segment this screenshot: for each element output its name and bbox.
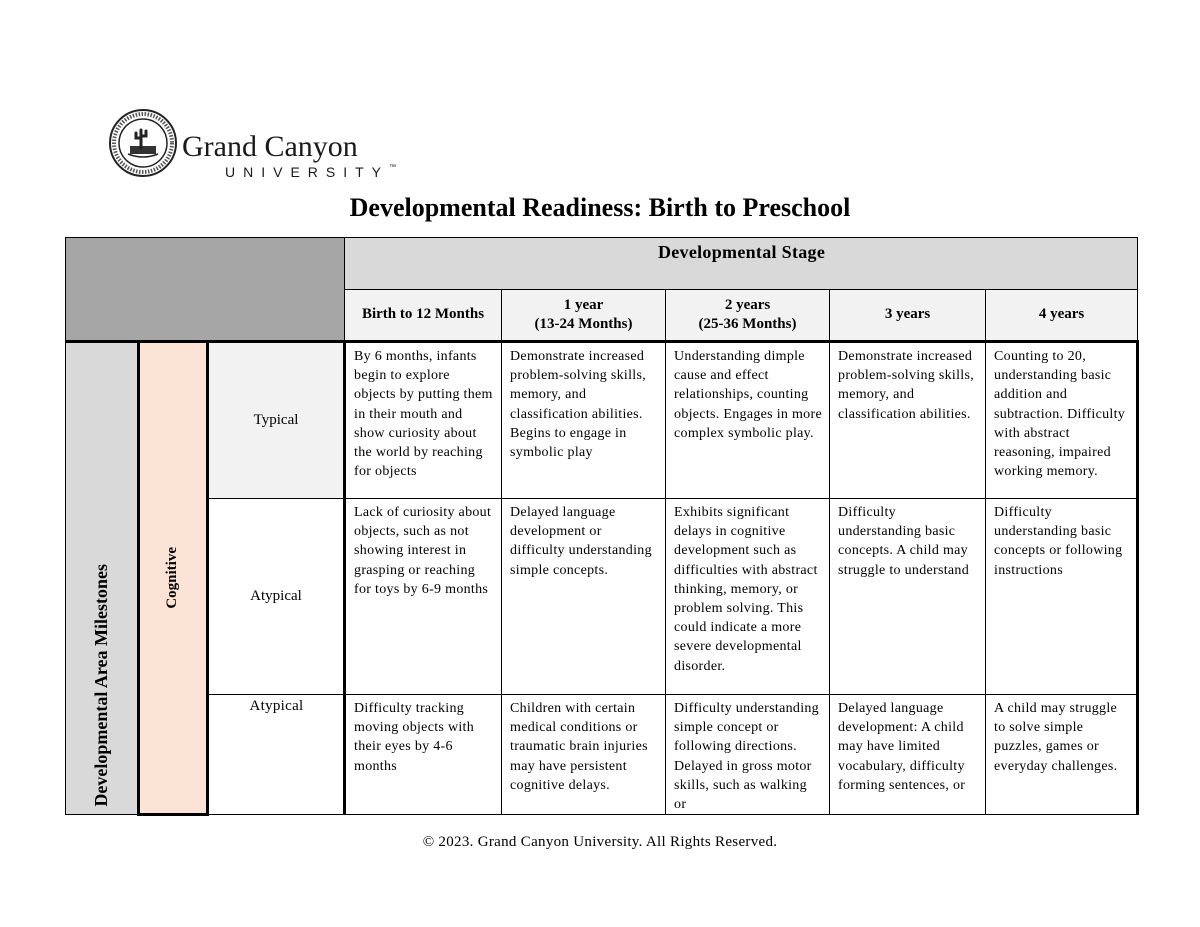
trademark-symbol: ™ <box>389 164 397 171</box>
side-label-cell <box>66 342 139 815</box>
cell-text-0-2: Understanding dimple cause and effect relationships, counting objects. Engages in more complex symbolic play. <box>674 349 822 441</box>
age-header-4 <box>986 290 1138 342</box>
age-header-4-line1: 4 years <box>1038 306 1085 323</box>
age-header-1 <box>502 290 666 342</box>
cell-text-2-0: Difficulty tracking moving objects with their eyes by 4-6 months <box>354 701 475 774</box>
university-logo <box>108 108 418 180</box>
table-cell-0-4 <box>986 342 1138 499</box>
row-label-0: Typical <box>253 411 299 428</box>
document-title: Developmental Readiness: Birth to Preschool <box>349 193 851 222</box>
table-cell-0-2 <box>666 342 830 499</box>
row-label-1: Atypical <box>250 587 302 604</box>
table-cell-2-3 <box>830 695 986 815</box>
table-cell-1-2 <box>666 499 830 695</box>
table-row-atypical-2 <box>66 695 1138 815</box>
age-header-2-line1: 2 years <box>724 296 771 313</box>
age-header-1-line1: 1 year <box>563 296 604 313</box>
cell-text-2-2: Difficulty understanding simple concept or following directions. Delayed in gross motor skills, such as walking or <box>674 701 819 813</box>
table-cell-1-4 <box>986 499 1138 695</box>
logo-wordmark-secondary <box>225 164 396 180</box>
cell-text-1-4: Difficulty understanding basic concepts or following instructions <box>994 505 1123 578</box>
area-label: Cognitive <box>164 547 181 609</box>
age-header-0 <box>345 290 502 342</box>
row-label-cell-2 <box>208 695 345 815</box>
table-cell-2-0 <box>345 695 502 815</box>
table-cell-1-1 <box>502 499 666 695</box>
milestones-table <box>65 237 1139 816</box>
row-label-cell-1 <box>208 499 345 695</box>
age-header-3 <box>830 290 986 342</box>
cell-text-0-0: By 6 months, infants begin to explore objects by putting them in their mouth and show curiosity about the world by reaching for objects <box>354 349 493 480</box>
logo-word1: Grand Canyon <box>182 130 358 163</box>
cell-text-0-1: Demonstrate increased problem-solving skills, memory, and classification abilities. Begins to engage in symbolic play <box>510 349 647 461</box>
age-header-2-line2: (25-36 Months) <box>698 316 797 332</box>
header-row-stage <box>66 238 1138 290</box>
cell-text-0-4: Counting to 20, understanding basic addition and subtraction. Difficulty with abstract reasoning, impaired working memory. <box>994 349 1126 480</box>
cell-text-2-4: A child may struggle to solve simple puzzles, games or everyday challenges. <box>994 701 1118 774</box>
age-header-2 <box>666 290 830 342</box>
table-cell-2-4 <box>986 695 1138 815</box>
age-header-3-line1: 3 years <box>884 306 931 323</box>
table-row-typical <box>66 342 1138 499</box>
logo-wordmark-primary <box>182 130 358 164</box>
table-cell-1-3 <box>830 499 986 695</box>
table-cell-1-0 <box>345 499 502 695</box>
stage-header: Developmental Stage <box>657 242 826 262</box>
age-header-1-line2: (13-24 Months) <box>534 316 633 332</box>
cell-text-1-1: Delayed language development or difficulty understanding simple concepts. <box>510 505 652 578</box>
area-label-cell <box>139 342 208 815</box>
header-corner-cell <box>66 238 345 342</box>
cell-text-1-2: Exhibits significant delays in cognitive development such as difficulties with abstract thinking, memory, or problem solving. This could indicate a more severe developmental disorder. <box>674 505 818 674</box>
cell-text-0-3: Demonstrate increased problem-solving skills, memory, and classification abilities. <box>838 349 975 422</box>
cell-text-1-0: Lack of curiosity about objects, such as not showing interest in grasping or reaching for toys by 6-9 months <box>354 505 492 597</box>
table-cell-2-2 <box>666 695 830 815</box>
row-label-2: Atypical <box>249 698 304 714</box>
cell-text-2-3: Delayed language development: A child may have limited vocabulary, difficulty forming sentences, or <box>838 701 966 793</box>
age-header-0-line1: Birth to 12 Months <box>361 306 485 323</box>
copyright-footer: © 2023. Grand Canyon University. All Rights Reserved. <box>422 834 778 850</box>
table-cell-0-3 <box>830 342 986 499</box>
side-label: Developmental Area Milestones <box>90 563 111 807</box>
table-cell-0-1 <box>502 342 666 499</box>
table-row-atypical-1 <box>66 499 1138 695</box>
table-cell-0-0 <box>345 342 502 499</box>
cell-text-2-1: Children with certain medical conditions or traumatic brain injuries may have persistent cognitive delays. <box>510 701 648 793</box>
row-label-cell-0 <box>208 342 345 499</box>
table-cell-2-1 <box>502 695 666 815</box>
cell-text-1-3: Difficulty understanding basic concepts. A child may struggle to understand <box>838 505 970 578</box>
logo-word2: UNIVERSITY <box>225 164 390 180</box>
stage-header-cell <box>345 238 1138 290</box>
university-seal-icon <box>108 108 178 178</box>
